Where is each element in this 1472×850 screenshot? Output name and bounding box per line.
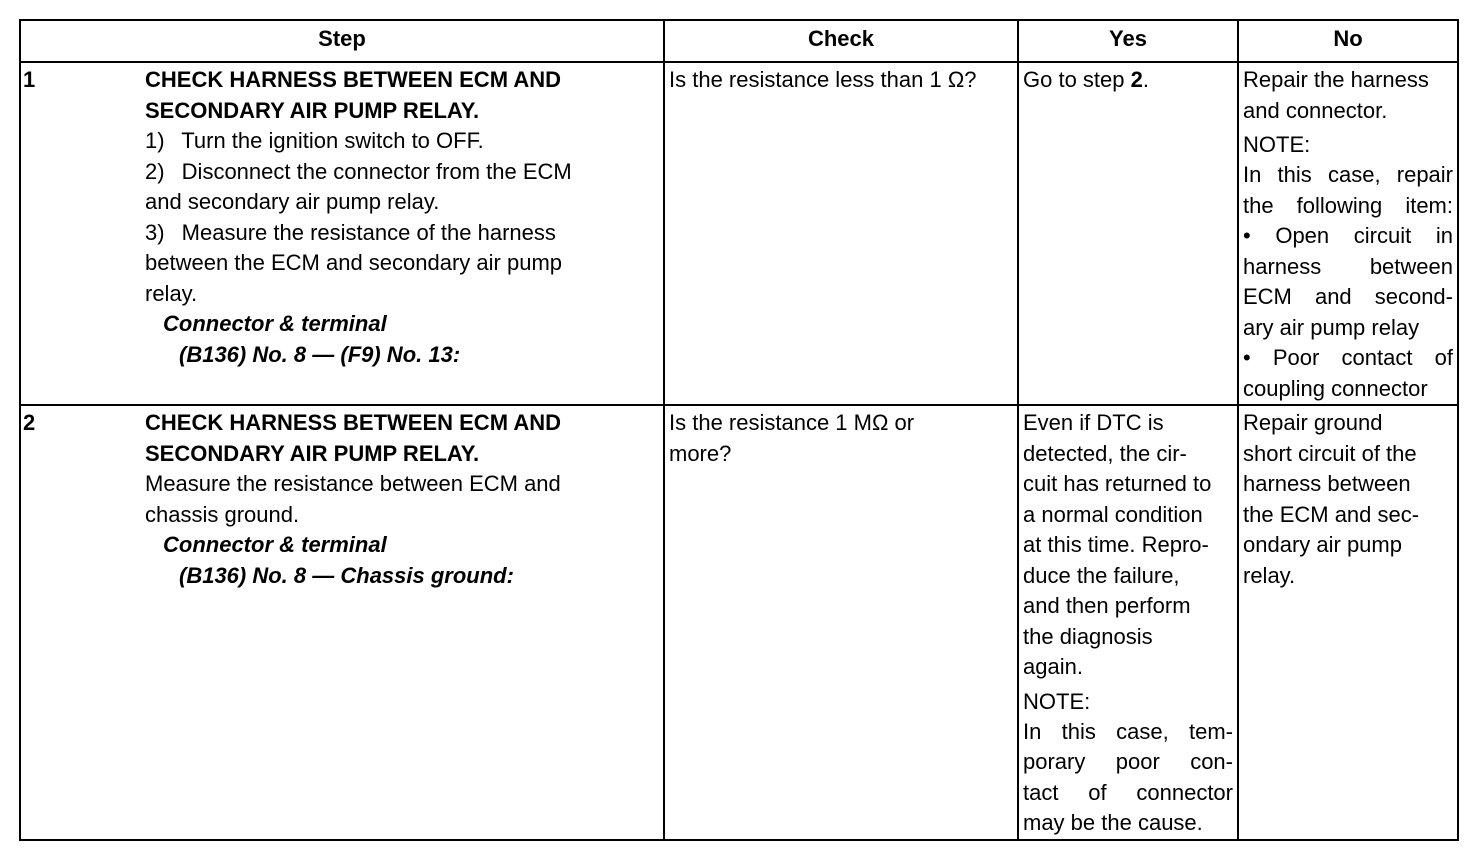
yes-line: again. <box>1023 654 1083 679</box>
note-line: the following item: <box>1243 192 1453 218</box>
step-line: 2) Disconnect the connector from the ECM <box>145 158 572 184</box>
step-line: 1) Turn the ignition switch to OFF. <box>145 128 484 153</box>
yes-cell <box>1018 405 1238 840</box>
yes-line: Even if DTC is <box>1023 410 1164 435</box>
diagnosis-table <box>19 19 1459 841</box>
step-line: and secondary air pump relay. <box>145 189 440 214</box>
header-yes: Yes <box>1018 20 1238 62</box>
note-label: NOTE: <box>1243 132 1311 157</box>
terminal-spec: (B136) No. 8 — Chassis ground: <box>179 562 514 588</box>
no-line: short circuit of the <box>1243 440 1417 466</box>
note-line: • Open circuit in <box>1243 223 1453 248</box>
header-check: Check <box>664 20 1018 62</box>
note-line: • Poor contact of <box>1243 345 1453 370</box>
note-line: In this case, repair <box>1243 162 1453 187</box>
no-line: the ECM and sec- <box>1243 501 1420 527</box>
terminal-spec: (B136) No. 8 — (F9) No. 13: <box>179 341 461 367</box>
yes-cell <box>1018 62 1238 405</box>
note-line: harness between <box>1243 253 1453 279</box>
step-title: SECONDARY AIR PUMP RELAY. <box>145 97 480 123</box>
no-line: and connector. <box>1243 97 1388 123</box>
step-line: relay. <box>145 280 198 306</box>
note-line: porary poor con- <box>1023 749 1233 774</box>
step-title: SECONDARY AIR PUMP RELAY. <box>145 440 480 466</box>
yes-line: a normal condition <box>1023 501 1203 527</box>
note-line: ECM and second- <box>1243 284 1453 309</box>
step-cell <box>20 62 664 405</box>
yes-line: duce the failure, <box>1023 562 1180 588</box>
step-line: chassis ground. <box>145 501 300 527</box>
yes-line: and then perform <box>1023 593 1191 618</box>
check-cell <box>664 405 1018 840</box>
step-cell <box>20 405 664 840</box>
no-line: harness between <box>1243 471 1411 496</box>
step-line: Measure the resistance between ECM and <box>145 471 561 496</box>
no-line: relay. <box>1243 562 1296 588</box>
no-line: ondary air pump <box>1243 532 1402 557</box>
no-line: Repair ground <box>1243 410 1383 435</box>
header-step: Step <box>20 20 664 62</box>
note-line: may be the cause. <box>1023 810 1203 835</box>
note-label: NOTE: <box>1023 688 1091 714</box>
check-line: more? <box>669 440 732 466</box>
yes-line: at this time. Repro- <box>1023 532 1209 557</box>
check-cell <box>664 62 1018 405</box>
header-no: No <box>1238 20 1458 62</box>
connector-label: Connector & terminal <box>163 532 387 557</box>
note-line: coupling connector <box>1243 375 1428 401</box>
yes-line: detected, the cir- <box>1023 440 1187 466</box>
note-line: ary air pump relay <box>1243 314 1420 340</box>
table-row <box>20 405 1458 840</box>
note-line: tact of connector <box>1023 779 1233 805</box>
check-text: Is the resistance less than 1 Ω? <box>669 67 977 92</box>
connector-label: Connector & terminal <box>163 311 387 336</box>
header-row <box>20 20 1458 62</box>
yes-text: Go to step 2. <box>1023 67 1149 92</box>
step-number: 2 <box>23 410 36 435</box>
no-cell <box>1238 405 1458 840</box>
no-line: Repair the harness <box>1243 67 1429 92</box>
yes-line: the diagnosis <box>1023 623 1153 649</box>
no-cell <box>1238 62 1458 405</box>
table-row <box>20 62 1458 405</box>
step-title: CHECK HARNESS BETWEEN ECM AND <box>145 67 561 92</box>
check-line: Is the resistance 1 MΩ or <box>669 410 915 435</box>
step-line: between the ECM and secondary air pump <box>145 250 563 275</box>
step-title: CHECK HARNESS BETWEEN ECM AND <box>145 410 561 435</box>
yes-line: cuit has returned to <box>1023 471 1212 496</box>
step-line: 3) Measure the resistance of the harness <box>145 219 556 245</box>
yes-step-ref: 2 <box>1130 67 1143 92</box>
step-number: 1 <box>23 67 36 92</box>
note-line: In this case, tem- <box>1023 718 1233 744</box>
